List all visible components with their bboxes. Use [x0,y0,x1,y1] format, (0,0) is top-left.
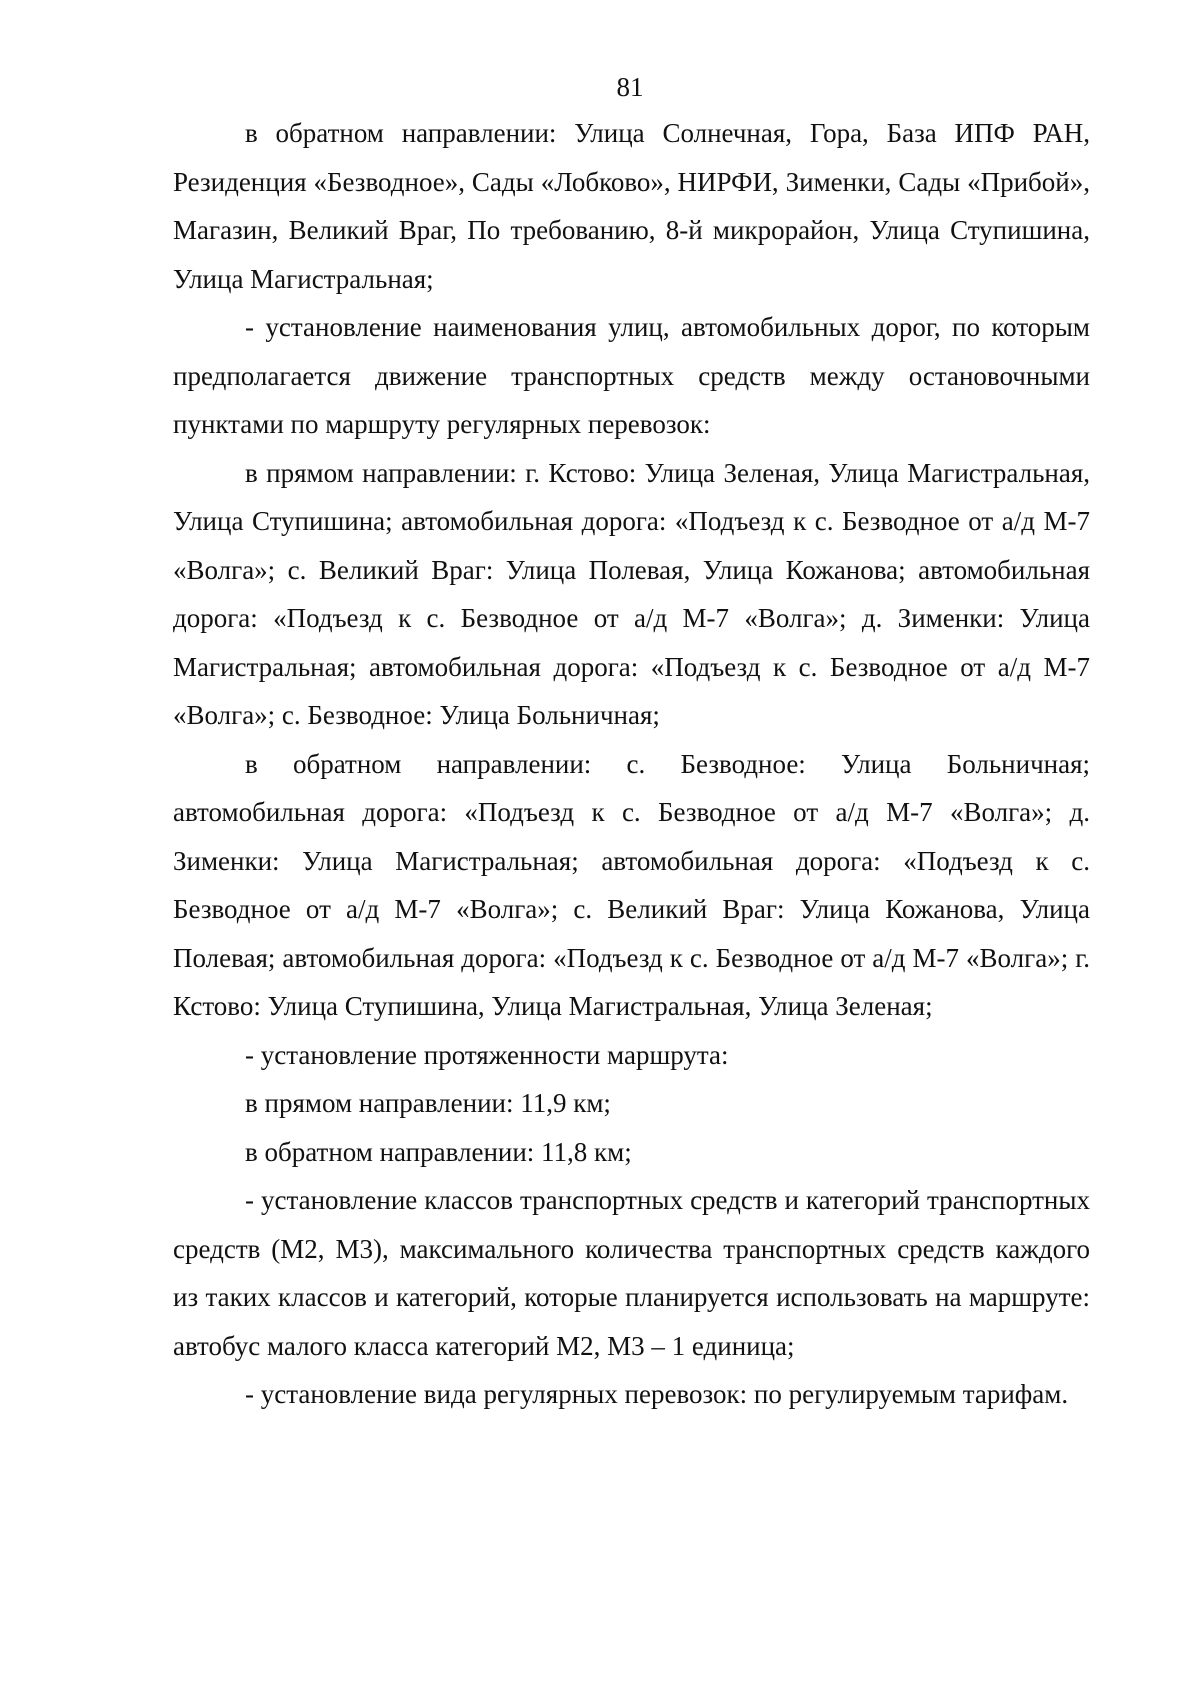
paragraph-reverse-streets: в обратном направлении: с. Безводное: Улица Больничная; автомобильная дорога: «Подъезд к с. Безводное от а/д М-7 «Волга»; д. Зименки: Улица Магистральная; автомобильная дорога: «Подъезд к с. Безводное от а/д М-7 «Волга»; с. Великий Враг: Улица Кожанова, Улица Полевая; автомобильная дорога: «Подъезд к с. Безводное от а/д М-7 «Волга»; г. Кстово: Улица Ступишина, Улица Магистральная, Улица Зеленая; [173,748,1090,1021]
paragraph-route-length-heading: - установление протяженности маршрута: [245,1039,729,1070]
paragraph-reverse-stops: в обратном направлении: Улица Солнечная, Гора, База ИПФ РАН, Резиденция «Безводное», Сады «Лобково», НИРФИ, Зименки, Сады «Прибой», Магазин, Великий Враг, По требованию, 8-й микрорайон, Улица Ступишина, Улица Магистральная; [173,118,1090,294]
paragraph-vehicle-classes: - установление классов транспортных средств и категорий транспортных средств (М2, М3), максимального количества транспортных средств каждого из таких классов и категорий, которые планируется использовать на маршруте: автобус малого класса категорий М2, М3 – 1 единица; [173,1185,1090,1361]
paragraph-streets-heading: - установление наименования улиц, автомобильных дорог, по которым предполагается движение транспортных средств между остановочными пунктами по маршруту регулярных перевозок: [173,312,1090,439]
paragraph-forward-streets: в прямом направлении: г. Кстово: Улица Зеленая, Улица Магистральная, Улица Ступишина; автомобильная дорога: «Подъезд к с. Безводное от а/д М-7 «Волга»; с. Великий Враг: Улица Полевая, Улица Кожанова; автомобильная дорога: «Подъезд к с. Безводное от а/д М-7 «Волга»; д. Зименки: Улица Магистральная; автомобильная дорога: «Подъезд к с. Безводное от а/д М-7 «Волга»; с. Безводное: Улица Больничная; [173,457,1090,730]
paragraph-forward-length: в прямом направлении: 11,9 км; [245,1088,611,1118]
page-number: 81 [616,72,644,102]
document-body [173,109,1090,1419]
paragraph-reverse-length: в обратном направлении: 11,8 км; [245,1136,632,1167]
paragraph-transport-type: - установление вида регулярных перевозок: по регулируемым тарифам. [245,1379,1069,1409]
